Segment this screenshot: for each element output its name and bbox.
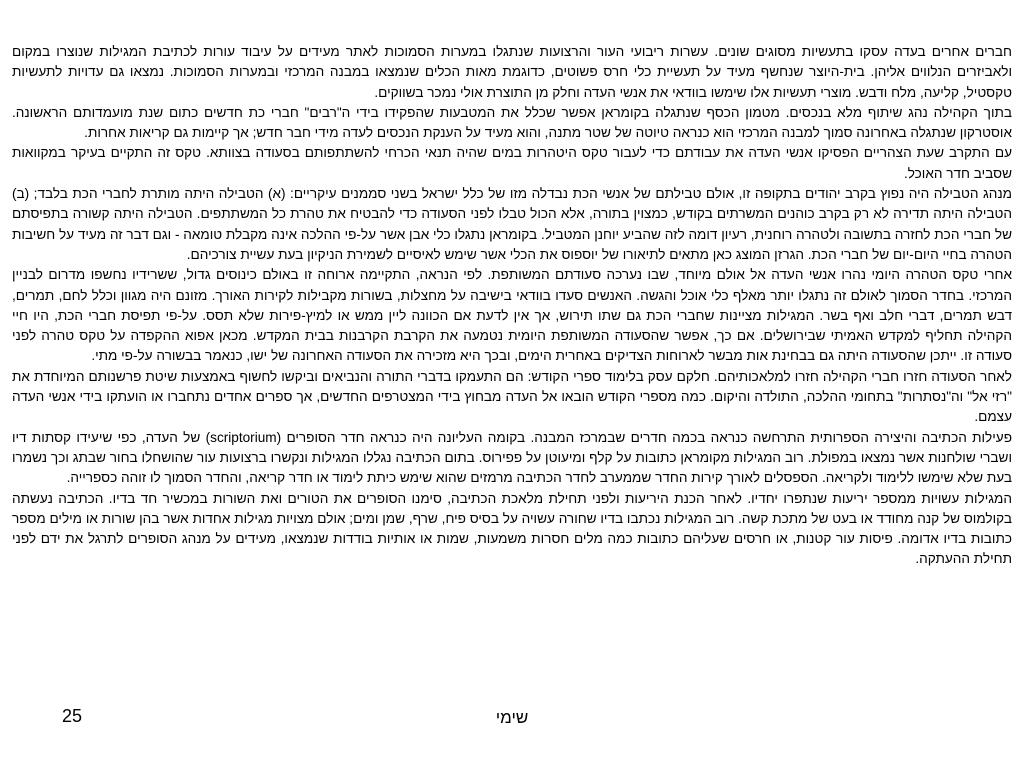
paragraph-scroll-making: המגילות עשויות ממספר יריעות שנתפרו יחדיו. לאחר הכנת היריעות ולפני תחילת מלאכת הכתיבה, סימנו הסופרים את הטורים ואת השורות במכשיר חד בדיו. הכתיבה נעשתה בקולמוס של קנה מחודד או בעט של מתכת קשה. רוב המגילות נכתבו בדיו שחורה עשויה על בסיס פיח, שרף, שמן ומים; אולם מצויות מגילות אחדות אשר בהן שורות או מילים מספר כתובות בדיו אדומה. פיסות עור קטנות, או חרסים שעליהם כתובות כמה מלים חסרות משמעות, שמות או אותיות בודדות שנמצאו, מעידים על מנהג הסופרים לתרגל את ידם לפני תחילת ההעתקה. [12,490,1012,567]
paragraph-industries: חברים אחרים בעדה עסקו בתעשיות מסוגים שונים. עשרות ריבועי העור והרצועות שנתגלו במערות הסמוכות לאתר מעידים על עיבוד עורות לכתיבת המגילות שנוצרו במקום ולאביזרים הנלווים אליהן. בית-היוצר שנחשף מעיד על תעשיית כלי חרס פשוטים, כדוגמת מאות הכלים שנמצאו במבנה המרכזי ובמערות הסמוכות. נמצאו גם עדויות לתעשיות טקסטיל, קליעה, מלח ודבש. מוצרי תעשיות אלו שימשו בוודאי את אנשי העדה וחלק מן התוצרת אולי נמכר בשווקים. [12,44,1012,100]
footer-author-name: שימי [495,708,529,727]
paragraph-study: לאחר הסעודה חזרו חברי הקהילה חזרו למלאכותיהם. חלקם עסק בלימוד ספרי הקודש: הם התעמקו בדברי התורה והנביאים וביקשו לחשוף באמצעות שיטת פרשנותם המיוחדת את "רזי אל" וה"נסתרות" בתחומי ההלכה, התולדה והיקום. כמה מספרי הקודש הובאו אל העדה מבחוץ בידי המצטרפים החדשים, אך ספרים אחדים נתחברו או הועתקו בידי אנשי העדה עצמם. [12,368,1012,425]
page-number: 25 [62,706,83,726]
paragraph-immersion-custom: מנהג הטבילה היה נפוץ בקרב יהודים בתקופה זו, אולם טבילתם של אנשי הכת נבדלה מזו של כלל ישראל בשני סממנים עיקריים: (א) הטבילה היתה מותרת לחברי הכת בלבד; (ב) הטבילה היתה תדירה לא רק בקרב כוהנים המשרתים בקודש, כמצוין בתורה, אלא הכול טבלו לפני הסעודה כדי להבטיח את טהרת כל המשתתפים. הטבילה היתה קשורה בתפיסתם של חברי הכת לחזרה בתשובה ולטהרה רוחנית, רעיון דומה לזה שהביע יוחנן המטביל. בקומראן נתגלו כלי אבן אשר על-פי ההלכה אינה מקבלת טומאה - וגם דבר זה מעיד על חשיבות הטהרה בחיי היום-יום של חברי הכת. הגרזן המוצג כאן מתאים לתיאורו של יוספוס את הכלי אשר שימש לאיסיים לשמירת הניקיון בעת עשיית צורכיהם. [12,186,1012,262]
paragraph-communal-meal: אחרי טקס הטהרה היומי נהרו אנשי העדה אל אולם מיוחד, שבו נערכה סעודתם המשותפת. לפי הנראה, התקיימה ארוחה זו באולם כינוסים גדול, ששרידיו נחשפו מדרום לבניין המרכזי. בחדר הסמוך לאולם זה נתגלו יותר מאלף כלי אוכל והגשה. האנשים סעדו בוודאי בישיבה על מחצלות, בשורות מקבילות לקירות האורך. מזונם היה מגוון וכלל לחם, תמרים, דבש תמרים, דברי חלב ואף בשר. המגילות מציינות שחברי הכת גם שתו תירוש, אך אין לדעת אם הכוונה ליין ממש או למיץ-פירות שלא תסס. על-פי תפיסת חברי הכת, היו חיי הקהילה תחליף למקדש האמיתי שבירושלים. אם כך, אפשר שהסעודה המשותפת היומית נטמעה את הקרבת הקרבנות בבית המקדש. מכאן אפוא ההקפדה על טקס טהרה לפני סעודה זו. ייתכן שהסעודה היתה גם בבחינת אות מבשר לארוחות הצדיקים באחרית הימים, ובכך היא מזכירה את הסעודה האחרונה של ישו, כנאמר בבשורה על-פי מתי. [12,267,1012,364]
paragraph-scriptorium: פעילות הכתיבה והיצירה הספרותית התרחשה כנראה בכמה חדרים שבמרכז המבנה. בקומה העליונה היה כנראה חדר הסופרים (scriptorium) של העדה, כפי שיעידו קסתות דיו ושברי שולחנות אשר נמצאו במפולת. רוב המגילות מקומראן כתובות על קלף ומיעוטן על פפירוס. בתום הכתיבה נגללו המגילות ונקשרו ברצועות עור שהושחלו בחור שבתג וכך נשמרו בעת שלא שימשו ללימוד ולקריאה. הספסלים לאורך קירות החדר שממערב לחדר הכתיבה מרמזים שהוא שימש כיתת לימוד או חדר קריאה, והחדר הסמוך לו זוהה כספרייה. [12,429,1012,486]
paragraph-property-sharing: בתוך הקהילה נהג שיתוף מלא בנכסים. מטמון הכסף שנתגלה בקומראן אפשר שכלל את המטבעות שהפקידו בידי ה"רבים" חברי כת חדשים כתום שנת מועמדותם הראשונה. אוסטרקון שנתגלה באחרונה סמוך למבנה המרכזי הוא כנראה טיוטה של שטר מתנה, והוא מעיד על הענקת הנכסים לעדה מידי חבר חדש; אך קיימות גם קריאות אחרות. [12,104,1012,141]
document-body [12,42,1012,570]
paragraph-purification-rite: עם התקרב שעת הצהריים הפסיקו אנשי העדה את עבודתם כדי לעבור טקס היטהרות במים שהיה תנאי הכרחי להשתתפותם בסעודה בצוותא. טקס זה התקיים בעיקר במקוואות שסביב חדר האוכל. [12,145,1012,181]
